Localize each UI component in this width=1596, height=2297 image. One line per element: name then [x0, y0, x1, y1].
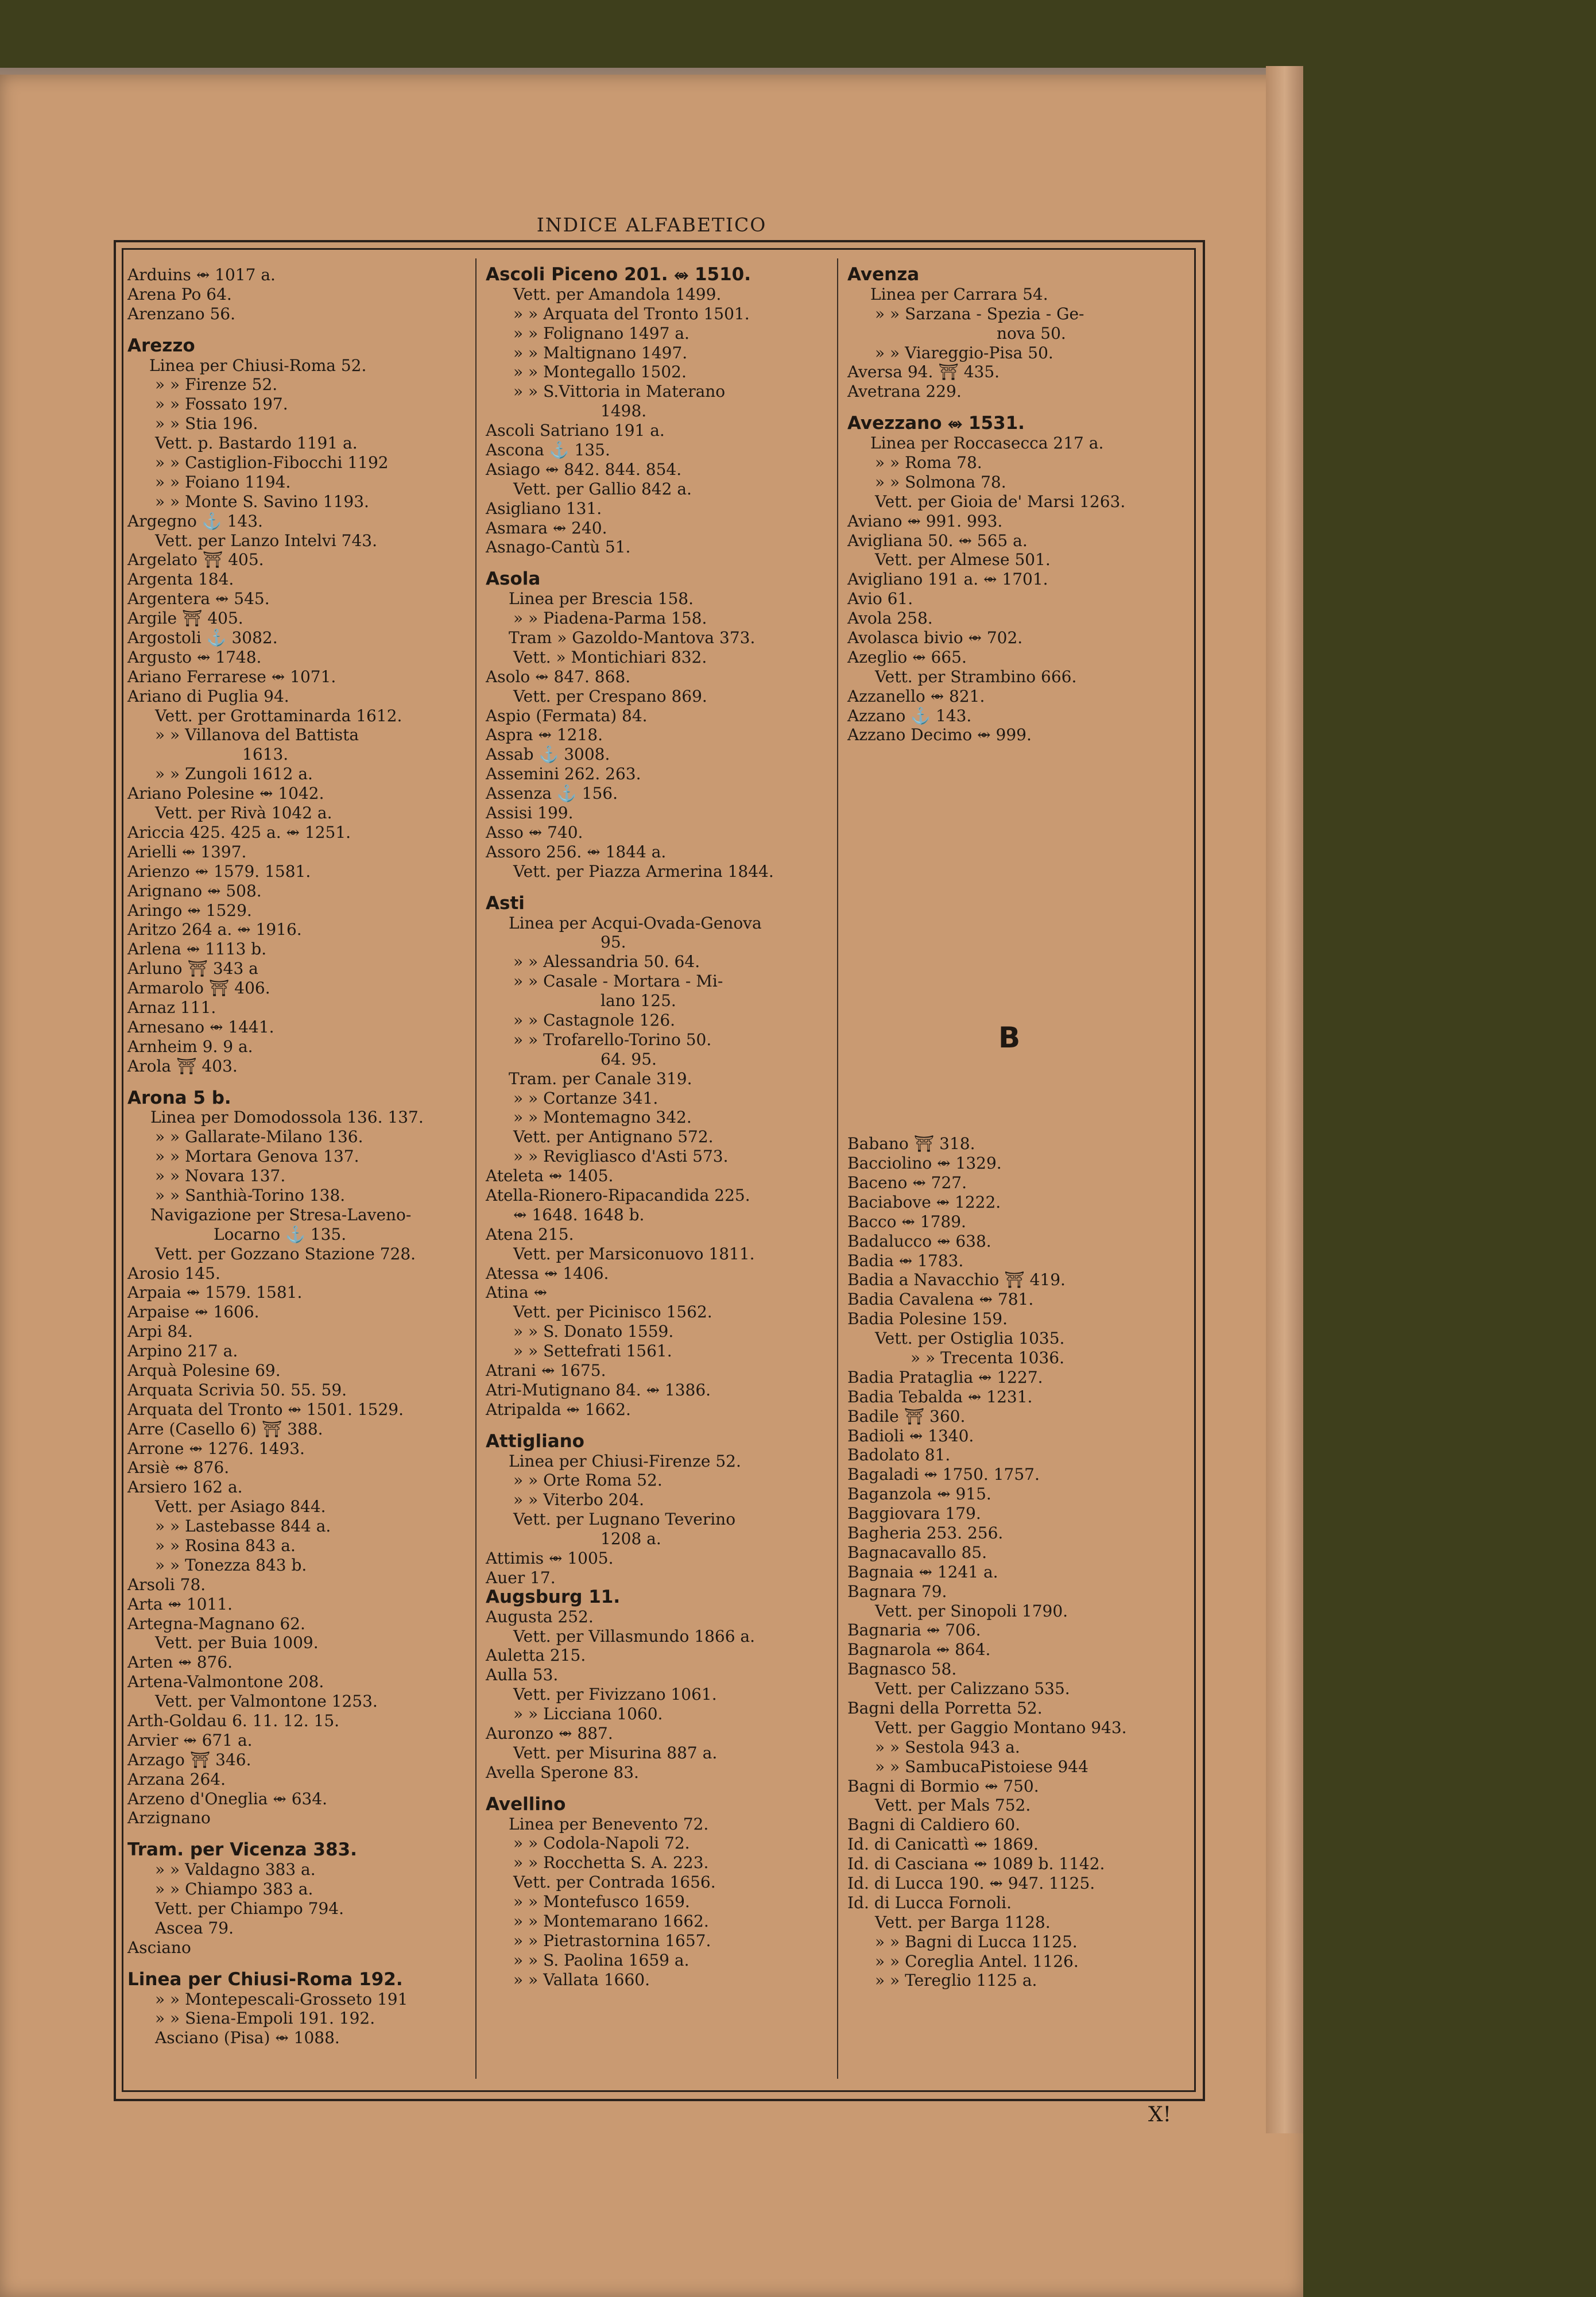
index-entry: » » Arquata del Tronto 1501. — [513, 304, 750, 323]
index-entry: Ascona ⚓ 135. — [486, 440, 610, 460]
index-entry: Linea per Roccasecca 217 a. — [870, 434, 1104, 453]
index-entry: Vett. p. Bastardo 1191 a. — [155, 434, 358, 453]
index-entry: » » Rosina 843 a. — [155, 1536, 296, 1555]
index-entry: » » Piadena-Parma 158. — [513, 609, 707, 628]
index-entry: » » Novara 137. — [155, 1166, 286, 1186]
index-entry: Tram. per Canale 319. — [509, 1069, 692, 1088]
index-entry: » » Firenze 52. — [155, 375, 278, 395]
section-spacer — [847, 881, 1189, 901]
index-entry: Arpaise ⥈ 1606. — [127, 1302, 259, 1322]
page-stack-edge — [1266, 66, 1303, 2133]
index-entry: Baciabove ⥈ 1222. — [847, 1192, 1001, 1212]
index-entry: Id. di Lucca 190. ⥈ 947. 1125. — [847, 1874, 1095, 1893]
index-entry: Arvier ⥈ 671 a. — [127, 1730, 253, 1750]
section-spacer — [847, 920, 1189, 939]
index-entry: Vett. per Chiampo 794. — [155, 1899, 344, 1919]
section-spacer — [847, 784, 1189, 803]
index-entry: » » Trecenta 1036. — [911, 1348, 1064, 1367]
index-entry: 64. 95. — [601, 1049, 657, 1069]
index-entry: Arpaia ⥈ 1579. 1581. — [127, 1283, 303, 1302]
section-spacer — [847, 939, 1189, 959]
index-entry: Arpi 84. — [127, 1322, 193, 1341]
index-entry: Argentera ⥈ 545. — [127, 589, 270, 609]
index-entry: » » Licciana 1060. — [513, 1704, 663, 1724]
index-entry: Aversa 94. ⛩ 435. — [847, 362, 1000, 382]
index-entry: Bagnaria ⥈ 706. — [847, 1621, 981, 1640]
index-entry: Bagni della Porretta 52. — [847, 1699, 1043, 1718]
index-entry: » » S.Vittoria in Materano — [513, 382, 726, 401]
index-entry: Armarolo ⛩ 406. — [127, 979, 270, 998]
index-entry: Vett. per Crespano 869. — [513, 686, 707, 706]
index-entry: Atri-Mutignano 84. ⥈ 1386. — [486, 1380, 711, 1399]
section-spacer — [847, 1115, 1189, 1134]
index-entry: Babano ⛩ 318. — [847, 1134, 975, 1154]
index-entry: Assoro 256. ⥈ 1844 a. — [486, 842, 667, 861]
index-entry: Artegna-Magnano 62. — [127, 1614, 305, 1633]
index-entry: Aspio (Fermata) 84. — [486, 706, 648, 725]
index-entry: » » SambucaPistoiese 944 — [875, 1757, 1088, 1776]
index-entry: Vett. » Montichiari 832. — [513, 647, 707, 667]
section-spacer — [847, 979, 1189, 998]
index-entry: Ascoli Satriano 191 a. — [486, 421, 665, 440]
page-number: X! — [1148, 2103, 1172, 2126]
index-entry: Avigliano 191 a. ⥈ 1701. — [847, 570, 1048, 589]
index-entry: Atena 215. — [486, 1224, 574, 1244]
index-entry: Atella-Rionero-Ripacandida 225. — [486, 1185, 750, 1205]
section-spacer — [847, 803, 1189, 823]
index-entry: Vett. per Piazza Armerina 1844. — [513, 861, 774, 881]
index-entry: Avola 258. — [847, 609, 933, 628]
index-column-3 — [847, 265, 1189, 1990]
index-entry: Baganzola ⥈ 915. — [847, 1484, 991, 1504]
index-entry: Arduins ⥈ 1017 a. — [127, 265, 276, 284]
index-column-1 — [127, 265, 472, 2048]
index-entry: » » Villanova del Battista — [155, 725, 359, 745]
index-heading: Attigliano — [486, 1430, 584, 1452]
index-entry: Id. di Casciana ⥈ 1089 b. 1142. — [847, 1854, 1105, 1874]
index-entry: Argusto ⥈ 1748. — [127, 647, 262, 667]
index-entry: » » Orte Roma 52. — [513, 1471, 663, 1490]
index-entry: Attimis ⥈ 1005. — [486, 1549, 614, 1568]
index-entry: » » Mortara Genova 137. — [155, 1147, 359, 1166]
index-entry: Arenzano 56. — [127, 304, 235, 323]
index-entry: » » Montefusco 1659. — [513, 1892, 690, 1912]
index-entry: » » Roma 78. — [875, 453, 982, 473]
index-heading: Arona 5 b. — [127, 1087, 231, 1108]
running-head: INDICE ALFABETICO — [536, 214, 767, 236]
entry-spacer — [486, 881, 833, 894]
index-entry: Arsiè ⥈ 876. — [127, 1458, 230, 1478]
index-entry: Arienzo ⥈ 1579. 1581. — [127, 861, 311, 881]
index-heading: Linea per Chiusi-Roma 192. — [127, 1969, 403, 1990]
index-entry: » » Montepescali-Grosseto 191 — [155, 1989, 408, 2009]
index-entry: Atrani ⥈ 1675. — [486, 1360, 606, 1380]
index-entry: Bagni di Bormio ⥈ 750. — [847, 1776, 1039, 1796]
index-entry: Vett. per Buia 1009. — [155, 1633, 319, 1653]
index-entry: Azzano ⚓ 143. — [847, 706, 972, 725]
index-entry: » » Siena-Empoli 191. 192. — [155, 2009, 375, 2028]
section-spacer — [847, 1057, 1189, 1076]
index-entry: Vett. per Sinopoli 1790. — [875, 1601, 1068, 1621]
index-entry: Baggiovara 179. — [847, 1504, 981, 1523]
index-entry: Badile ⛩ 360. — [847, 1406, 966, 1426]
index-entry: Azzano Decimo ⥈ 999. — [847, 725, 1032, 745]
index-entry: 1498. — [601, 401, 647, 421]
index-entry: Asso ⥈ 740. — [486, 822, 583, 842]
index-entry: Linea per Acqui-Ovada-Genova — [509, 913, 762, 933]
index-heading: Ascoli Piceno 201. ⥈ 1510. — [486, 264, 751, 285]
index-entry: » » Santhià-Torino 138. — [155, 1185, 346, 1205]
index-entry: Asciano (Pisa) ⥈ 1088. — [155, 2028, 340, 2048]
index-entry: » » Casale - Mortara - Mi- — [513, 972, 723, 991]
index-entry: Vett. per Marsiconuovo 1811. — [513, 1244, 755, 1263]
index-entry: Vett. per Lugnano Teverino — [513, 1510, 736, 1529]
index-entry: Argenta 184. — [127, 570, 234, 589]
index-entry: » » Foiano 1194. — [155, 472, 291, 492]
index-entry: Vett. per Picinisco 1562. — [513, 1302, 712, 1322]
index-entry: » » Trofarello-Torino 50. — [513, 1030, 712, 1049]
index-entry: Ariano Ferrarese ⥈ 1071. — [127, 667, 336, 686]
index-entry: Locarno ⚓ 135. — [214, 1224, 347, 1244]
section-spacer — [847, 745, 1189, 764]
index-entry: Arlena ⥈ 1113 b. — [127, 939, 267, 959]
index-entry: Vett. per Lanzo Intelvi 743. — [155, 531, 378, 550]
index-entry: Avetrana 229. — [847, 382, 962, 401]
index-entry: Arquà Polesine 69. — [127, 1360, 281, 1380]
index-entry: Assab ⚓ 3008. — [486, 745, 610, 764]
index-entry: » » Castagnole 126. — [513, 1010, 676, 1030]
index-entry: » » Sarzana - Spezia - Ge- — [875, 304, 1084, 323]
index-entry: Vett. per Ostiglia 1035. — [875, 1329, 1065, 1348]
index-entry: Linea per Domodossola 136. 137. — [150, 1108, 424, 1127]
index-entry: Vett. per Calizzano 535. — [875, 1679, 1070, 1699]
index-entry: Azzanello ⥈ 821. — [847, 686, 985, 706]
index-entry: 1208 a. — [601, 1529, 661, 1549]
index-entry: Bagnacavallo 85. — [847, 1542, 987, 1562]
index-entry: nova 50. — [997, 323, 1066, 343]
index-entry: Arten ⥈ 876. — [127, 1653, 233, 1672]
index-entry: » » Viterbo 204. — [513, 1490, 644, 1510]
index-entry: Baceno ⥈ 727. — [847, 1173, 967, 1192]
index-entry: 95. — [601, 933, 626, 952]
index-heading: Augsburg 11. — [486, 1586, 621, 1607]
index-entry: Bagheria 253. 256. — [847, 1523, 1004, 1542]
index-entry: Avella Sperone 83. — [486, 1762, 639, 1782]
index-entry: Arnaz 111. — [127, 997, 216, 1017]
index-entry: Badia ⥈ 1783. — [847, 1251, 964, 1270]
index-entry: Vett. per Gallio 842 a. — [513, 479, 692, 498]
index-entry: Linea per Brescia 158. — [509, 589, 694, 609]
index-entry: Badia Prataglia ⥈ 1227. — [847, 1367, 1043, 1387]
index-entry: Arquata del Tronto ⥈ 1501. 1529. — [127, 1399, 404, 1419]
index-entry: Badalucco ⥈ 638. — [847, 1231, 991, 1251]
index-entry: Badia Tebalda ⥈ 1231. — [847, 1387, 1033, 1406]
index-entry: » » Alessandria 50. 64. — [513, 952, 700, 972]
index-entry: Argegno ⚓ 143. — [127, 511, 263, 531]
index-entry: Assenza ⚓ 156. — [486, 784, 618, 803]
index-entry: Vett. per Gaggio Montano 943. — [875, 1718, 1127, 1737]
index-entry: Asnago-Cantù 51. — [486, 537, 631, 557]
index-entry: Arola ⛩ 403. — [127, 1056, 238, 1076]
index-entry: Assisi 199. — [486, 803, 574, 823]
index-entry: Vett. per Grottaminarda 1612. — [155, 706, 402, 725]
index-entry: Vett. per Villasmundo 1866 a. — [513, 1626, 756, 1646]
index-entry: Linea per Benevento 72. — [509, 1814, 709, 1834]
index-entry: ⥈ 1648. 1648 b. — [513, 1205, 645, 1224]
index-entry: Arignano ⥈ 508. — [127, 881, 262, 900]
index-heading: Avellino — [486, 1793, 566, 1815]
index-entry: Bacciolino ⥈ 1329. — [847, 1154, 1002, 1173]
index-entry: Arsiero 162 a. — [127, 1478, 243, 1497]
index-entry: Vett. per Fivizzano 1061. — [513, 1685, 717, 1704]
index-entry: Auletta 215. — [486, 1646, 586, 1665]
index-entry: Arzana 264. — [127, 1769, 226, 1789]
index-entry: Bagnara 79. — [847, 1581, 947, 1601]
index-entry: » » Settefrati 1561. — [513, 1341, 672, 1361]
index-entry: Asiago ⥈ 842. 844. 854. — [486, 459, 682, 479]
index-entry: » » Bagni di Lucca 1125. — [875, 1932, 1078, 1951]
index-entry: Vett. per Barga 1128. — [875, 1912, 1051, 1932]
index-entry: » » Tonezza 843 b. — [155, 1555, 307, 1575]
index-entry: Arosio 145. — [127, 1263, 220, 1283]
index-entry: Arrone ⥈ 1276. 1493. — [127, 1438, 305, 1458]
index-entry: Atessa ⥈ 1406. — [486, 1263, 609, 1283]
index-entry: Aringo ⥈ 1529. — [127, 900, 252, 920]
index-entry: Vett. per Asiago 844. — [155, 1497, 326, 1517]
index-entry: » » Folignano 1497 a. — [513, 323, 689, 343]
index-heading: Arezzo — [127, 335, 195, 356]
index-entry: lano 125. — [601, 991, 676, 1011]
index-entry: » » Cortanze 341. — [513, 1088, 658, 1108]
index-entry: Ascea 79. — [155, 1918, 234, 1938]
entry-spacer — [127, 1076, 472, 1089]
index-entry: Vett. per Amandola 1499. — [513, 284, 722, 304]
index-entry: Bagnarola ⥈ 864. — [847, 1640, 991, 1660]
index-entry: Id. di Lucca Fornoli. — [847, 1893, 1012, 1912]
index-entry: Asolo ⥈ 847. 868. — [486, 667, 631, 686]
entry-spacer — [486, 1782, 833, 1795]
index-entry: Vett. per Gozzano Stazione 728. — [155, 1244, 416, 1263]
index-entry: » » Zungoli 1612 a. — [155, 764, 313, 784]
entry-spacer — [127, 1958, 472, 1970]
index-entry: » » Viareggio-Pisa 50. — [875, 343, 1053, 362]
entry-spacer — [847, 401, 1189, 414]
index-entry: Bagaladi ⥈ 1750. 1757. — [847, 1465, 1040, 1484]
index-entry: » » Codola-Napoli 72. — [513, 1834, 690, 1853]
index-entry: Vett. per Contrada 1656. — [513, 1873, 716, 1892]
index-entry: Linea per Carrara 54. — [870, 284, 1048, 304]
section-spacer — [847, 823, 1189, 842]
index-entry: Avolasca bivio ⥈ 702. — [847, 628, 1023, 648]
index-entry: Vett. per Strambino 666. — [875, 667, 1077, 686]
index-entry: » » Pietrastornina 1657. — [513, 1931, 711, 1950]
index-entry: Arquata Scrivia 50. 55. 59. — [127, 1380, 347, 1399]
index-entry: Navigazione per Stresa-Laveno- — [150, 1205, 412, 1224]
index-entry: Arsoli 78. — [127, 1575, 206, 1594]
index-entry: Avigliana 50. ⥈ 565 a. — [847, 531, 1028, 550]
index-entry: Badolato 81. — [847, 1445, 951, 1465]
index-entry: Auronzo ⥈ 887. — [486, 1724, 613, 1743]
index-entry: » » Vallata 1660. — [513, 1970, 650, 1989]
index-entry: » » Maltignano 1497. — [513, 343, 688, 362]
column-rule-1 — [475, 258, 477, 2079]
entry-spacer — [127, 1828, 472, 1840]
index-entry: Badia a Navacchio ⛩ 419. — [847, 1270, 1066, 1290]
index-entry: Vett. per Almese 501. — [875, 550, 1051, 570]
index-entry: Linea per Chiusi-Firenze 52. — [509, 1451, 741, 1471]
index-heading: Asola — [486, 569, 541, 590]
index-entry: Aulla 53. — [486, 1665, 559, 1685]
section-spacer — [847, 901, 1189, 921]
index-entry: » » Montemagno 342. — [513, 1108, 692, 1127]
index-entry: Argostoli ⚓ 3082. — [127, 628, 278, 648]
index-entry: Id. di Canicattì ⥈ 1869. — [847, 1835, 1039, 1854]
index-entry: Azeglio ⥈ 665. — [847, 647, 967, 667]
index-entry: Badia Cavalena ⥈ 781. — [847, 1290, 1034, 1309]
index-entry: Aspra ⥈ 1218. — [486, 725, 603, 745]
index-entry: Arnheim 9. 9 a. — [127, 1037, 253, 1056]
index-entry: Atripalda ⥈ 1662. — [486, 1399, 631, 1419]
index-entry: Ariccia 425. 425 a. ⥈ 1251. — [127, 822, 351, 842]
section-spacer — [847, 1076, 1189, 1096]
index-entry: » » Montemarano 1662. — [513, 1912, 709, 1931]
entry-spacer — [486, 557, 833, 570]
index-entry: Ariano Polesine ⥈ 1042. — [127, 784, 324, 803]
index-entry: » » Tereglio 1125 a. — [875, 1971, 1037, 1990]
column-rule-2 — [837, 258, 838, 2079]
index-entry: » » Revigliasco d'Asti 573. — [513, 1147, 729, 1166]
index-entry: 1613. — [242, 745, 289, 764]
index-entry: Vett. per Misurina 887 a. — [513, 1743, 718, 1762]
index-entry: Vett. per Antignano 572. — [513, 1127, 714, 1147]
index-entry: Arzago ⛩ 346. — [127, 1750, 251, 1769]
index-entry: Arielli ⥈ 1397. — [127, 842, 247, 861]
index-entry: » » Sestola 943 a. — [875, 1737, 1020, 1757]
index-entry: Linea per Chiusi-Roma 52. — [149, 355, 367, 375]
index-entry: Ateleta ⥈ 1405. — [486, 1166, 614, 1186]
index-entry: Aritzo 264 a. ⥈ 1916. — [127, 920, 302, 939]
index-entry: Arzeno d'Oneglia ⥈ 634. — [127, 1789, 328, 1808]
index-entry: Asmara ⥈ 240. — [486, 518, 607, 537]
index-entry: » » S. Donato 1559. — [513, 1322, 674, 1341]
section-letter: B — [998, 1021, 1021, 1054]
index-entry: » » Solmona 78. — [875, 472, 1006, 492]
section-spacer — [847, 959, 1189, 979]
entry-spacer — [127, 324, 472, 337]
index-entry: Arre (Casello 6) ⛩ 388. — [127, 1419, 323, 1438]
index-heading: Asti — [486, 892, 525, 914]
index-entry: Artena-Valmontone 208. — [127, 1672, 324, 1692]
index-entry: Auer 17. — [486, 1568, 556, 1587]
index-entry: Arnesano ⥈ 1441. — [127, 1017, 274, 1037]
index-entry: Atina ⥈ — [486, 1283, 548, 1302]
index-entry: Bagnaia ⥈ 1241 a. — [847, 1562, 998, 1581]
index-entry: Asciano — [127, 1938, 191, 1957]
section-spacer — [847, 998, 1189, 1018]
index-entry: » » Rocchetta S. A. 223. — [513, 1853, 709, 1873]
index-entry: » » Lastebasse 844 a. — [155, 1517, 331, 1536]
index-entry: Arzignano — [127, 1808, 211, 1828]
index-entry: » » Monte S. Savino 1193. — [155, 492, 369, 511]
index-entry: Argile ⛩ 405. — [127, 609, 243, 628]
index-entry: » » Castiglion-Fibocchi 1192 — [155, 453, 389, 473]
section-spacer — [847, 842, 1189, 862]
index-entry: » » Fossato 197. — [155, 395, 288, 414]
index-entry: Bacco ⥈ 1789. — [847, 1212, 966, 1231]
index-entry: Arena Po 64. — [127, 284, 232, 304]
index-entry: Vett. per Rivà 1042 a. — [155, 803, 332, 823]
index-entry: Argelato ⛩ 405. — [127, 550, 264, 570]
index-entry: » » Coreglia Antel. 1126. — [875, 1951, 1079, 1971]
index-entry: Bagnasco 58. — [847, 1660, 957, 1679]
section-spacer — [847, 764, 1189, 784]
index-entry: Vett. per Valmontone 1253. — [155, 1692, 378, 1711]
index-entry: » » Montegallo 1502. — [513, 362, 687, 382]
index-entry: Tram » Gazoldo-Mantova 373. — [509, 628, 756, 648]
index-entry: Bagni di Caldiero 60. — [847, 1815, 1021, 1835]
index-entry: Avio 61. — [847, 589, 913, 609]
index-entry: » » Gallarate-Milano 136. — [155, 1127, 363, 1147]
section-spacer — [847, 862, 1189, 881]
index-entry: Arluno ⛩ 343 a — [127, 959, 258, 979]
index-entry: Arpino 217 a. — [127, 1341, 238, 1361]
index-heading: Tram. per Vicenza 383. — [127, 1839, 357, 1861]
section-spacer — [847, 1095, 1189, 1115]
index-heading: Avenza — [847, 264, 920, 285]
index-entry: » » S. Paolina 1659 a. — [513, 1950, 689, 1970]
index-heading: Avezzano ⥈ 1531. — [847, 413, 1025, 434]
index-entry: Ariano di Puglia 94. — [127, 686, 289, 706]
index-entry: » » Valdagno 383 a. — [155, 1860, 316, 1880]
index-entry: Arth-Goldau 6. 11. 12. 15. — [127, 1711, 340, 1731]
index-entry: Vett. per Gioia de' Marsi 1263. — [875, 492, 1126, 511]
index-entry: » » Chiampo 383 a. — [155, 1880, 313, 1899]
entry-spacer — [486, 1420, 833, 1432]
index-column-2 — [486, 265, 833, 1990]
index-entry: Aviano ⥈ 991. 993. — [847, 511, 1003, 531]
index-entry: Augusta 252. — [486, 1607, 594, 1626]
index-entry: Asigliano 131. — [486, 498, 602, 518]
index-entry: Arta ⥈ 1011. — [127, 1594, 233, 1614]
index-entry: Badioli ⥈ 1340. — [847, 1426, 974, 1445]
index-entry: » » Stia 196. — [155, 414, 258, 434]
index-entry: Assemini 262. 263. — [486, 764, 641, 784]
index-entry: Badia Polesine 159. — [847, 1309, 1008, 1329]
index-entry: Vett. per Mals 752. — [875, 1796, 1031, 1815]
